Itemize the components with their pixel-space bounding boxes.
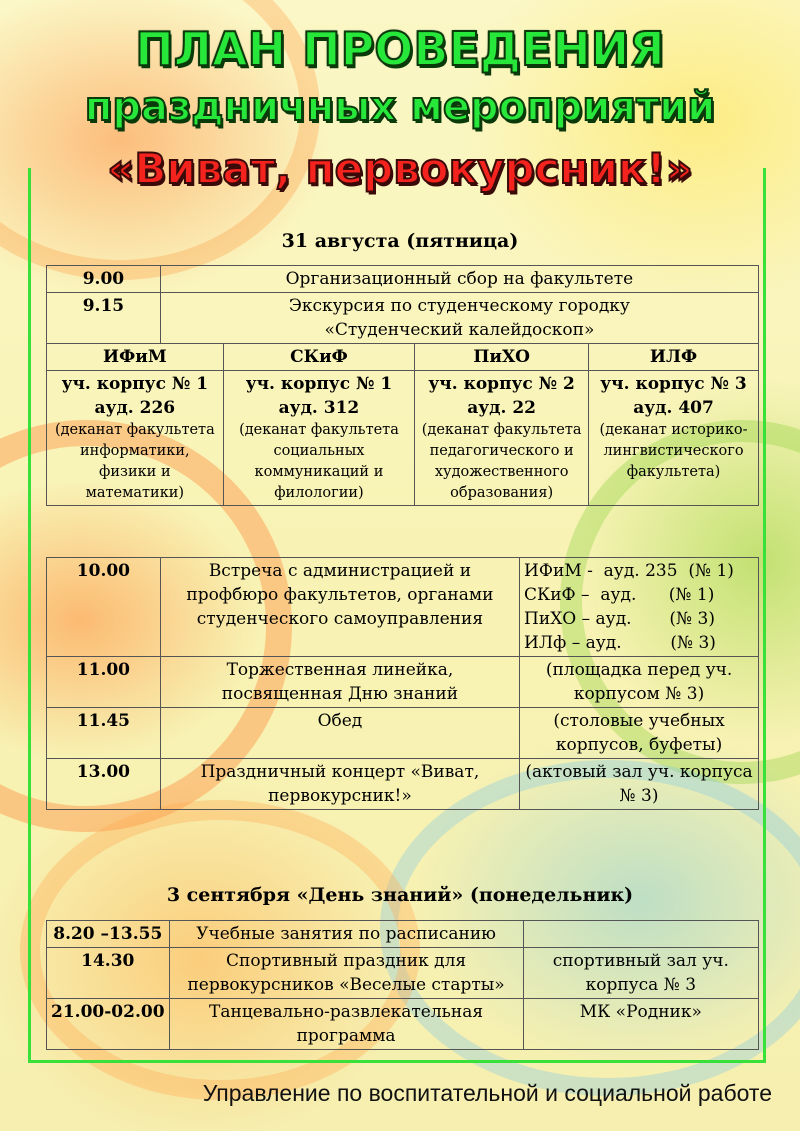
- place-line: ПиХО – ауд. (№ 3): [524, 609, 715, 629]
- time-cell: 8.20 –13.55: [47, 921, 170, 948]
- event-cell: [160, 293, 758, 344]
- place-line: СКиФ – ауд. (№ 1): [524, 585, 715, 605]
- event-cell: Встреча с администрацией и профбюро факультетов, органами студенческого самоуправления: [160, 558, 519, 657]
- time-cell: 9.00: [47, 266, 161, 293]
- time-cell: 14.30: [47, 948, 170, 999]
- faculty-location-row: [47, 371, 759, 506]
- faculty-header-row: [47, 344, 759, 371]
- table-row: [47, 999, 759, 1050]
- time-cell: 11.00: [47, 657, 161, 708]
- faculty-location: [47, 371, 224, 506]
- room: ауд. 312: [278, 398, 360, 418]
- building: уч. корпус № 2: [428, 374, 575, 394]
- day1-schedule-table: [46, 557, 759, 810]
- time-cell: 10.00: [47, 558, 161, 657]
- event-cell: Учебные занятия по расписанию: [169, 921, 523, 948]
- time-cell: 21.00-02.00: [47, 999, 170, 1050]
- table-row: [47, 759, 759, 810]
- faculty-location: [415, 371, 589, 506]
- place-line: ИФиМ - ауд. 235 (№ 1): [524, 561, 734, 581]
- day1-table: [46, 265, 759, 506]
- faculty-name: ИЛФ: [589, 344, 759, 371]
- room: ауд. 226: [94, 398, 176, 418]
- footer-text: Управление по воспитательной и социальной работе: [202, 1080, 772, 1106]
- place-cell: МК «Родник»: [523, 999, 758, 1050]
- place-cell: [523, 921, 758, 948]
- event-cell: Организационный сбор на факультете: [160, 266, 758, 293]
- place-cell: (столовые учебных корпусов, буфеты): [520, 708, 759, 759]
- place-cell: (актовый зал уч. корпуса № 3): [520, 759, 759, 810]
- room: ауд. 407: [633, 398, 714, 418]
- faculty-name: ИФиМ: [47, 344, 224, 371]
- building: уч. корпус № 3: [600, 374, 747, 394]
- place-line: ИЛф – ауд. (№ 3): [524, 633, 716, 653]
- room: ауд. 22: [467, 398, 537, 418]
- dean-note: (деканат факультета информатики, физики и математики): [54, 422, 215, 501]
- event-line: «Студенческий калейдоскоп»: [324, 320, 595, 340]
- day2-heading: 3 сентября «День знаний» (понедельник): [166, 884, 634, 906]
- table-row: [47, 266, 759, 293]
- faculty-name: СКиФ: [223, 344, 415, 371]
- building: уч. корпус № 1: [61, 374, 209, 394]
- time-cell: 13.00: [47, 759, 161, 810]
- time-cell: 9.15: [47, 293, 161, 344]
- place-cell: (площадка перед уч. корпусом № 3): [520, 657, 759, 708]
- time-cell: 11.45: [47, 708, 161, 759]
- title-line-1: ПЛАН ПРОВЕДЕНИЯ: [135, 22, 665, 76]
- building: уч. корпус № 1: [245, 374, 393, 394]
- day1-heading: 31 августа (пятница): [281, 230, 519, 252]
- table-row: [47, 921, 759, 948]
- dean-note: (деканат факультета педагогического и художественного образования): [421, 422, 582, 501]
- title-line-3: «Виват, первокурсник!»: [107, 144, 693, 193]
- table-row: [47, 657, 759, 708]
- dean-note: (деканат факультета социальных коммуникаций и филологии): [239, 422, 399, 501]
- faculty-location: [223, 371, 415, 506]
- faculty-name: ПиХО: [415, 344, 589, 371]
- faculty-location: [589, 371, 759, 506]
- title-line-2: праздничных мероприятий: [84, 84, 716, 130]
- event-cell: Торжественная линейка, посвященная Дню знаний: [160, 657, 519, 708]
- event-cell: Спортивный праздник для первокурсников «Веселые старты»: [169, 948, 523, 999]
- event-cell: Обед: [160, 708, 519, 759]
- event-cell: Праздничный концерт «Виват, первокурсник!»: [160, 759, 519, 810]
- table-row: [47, 708, 759, 759]
- dean-note: (деканат историко-лингвистического факультета): [599, 422, 748, 480]
- day2-table: [46, 920, 759, 1050]
- event-line: Экскурсия по студенческому городку: [288, 296, 630, 316]
- table-row: [47, 558, 759, 657]
- place-cell: [520, 558, 759, 657]
- event-cell: Танцевально-развлекательная программа: [169, 999, 523, 1050]
- place-cell: спортивный зал уч. корпуса № 3: [523, 948, 758, 999]
- table-row: [47, 948, 759, 999]
- table-row: [47, 293, 759, 344]
